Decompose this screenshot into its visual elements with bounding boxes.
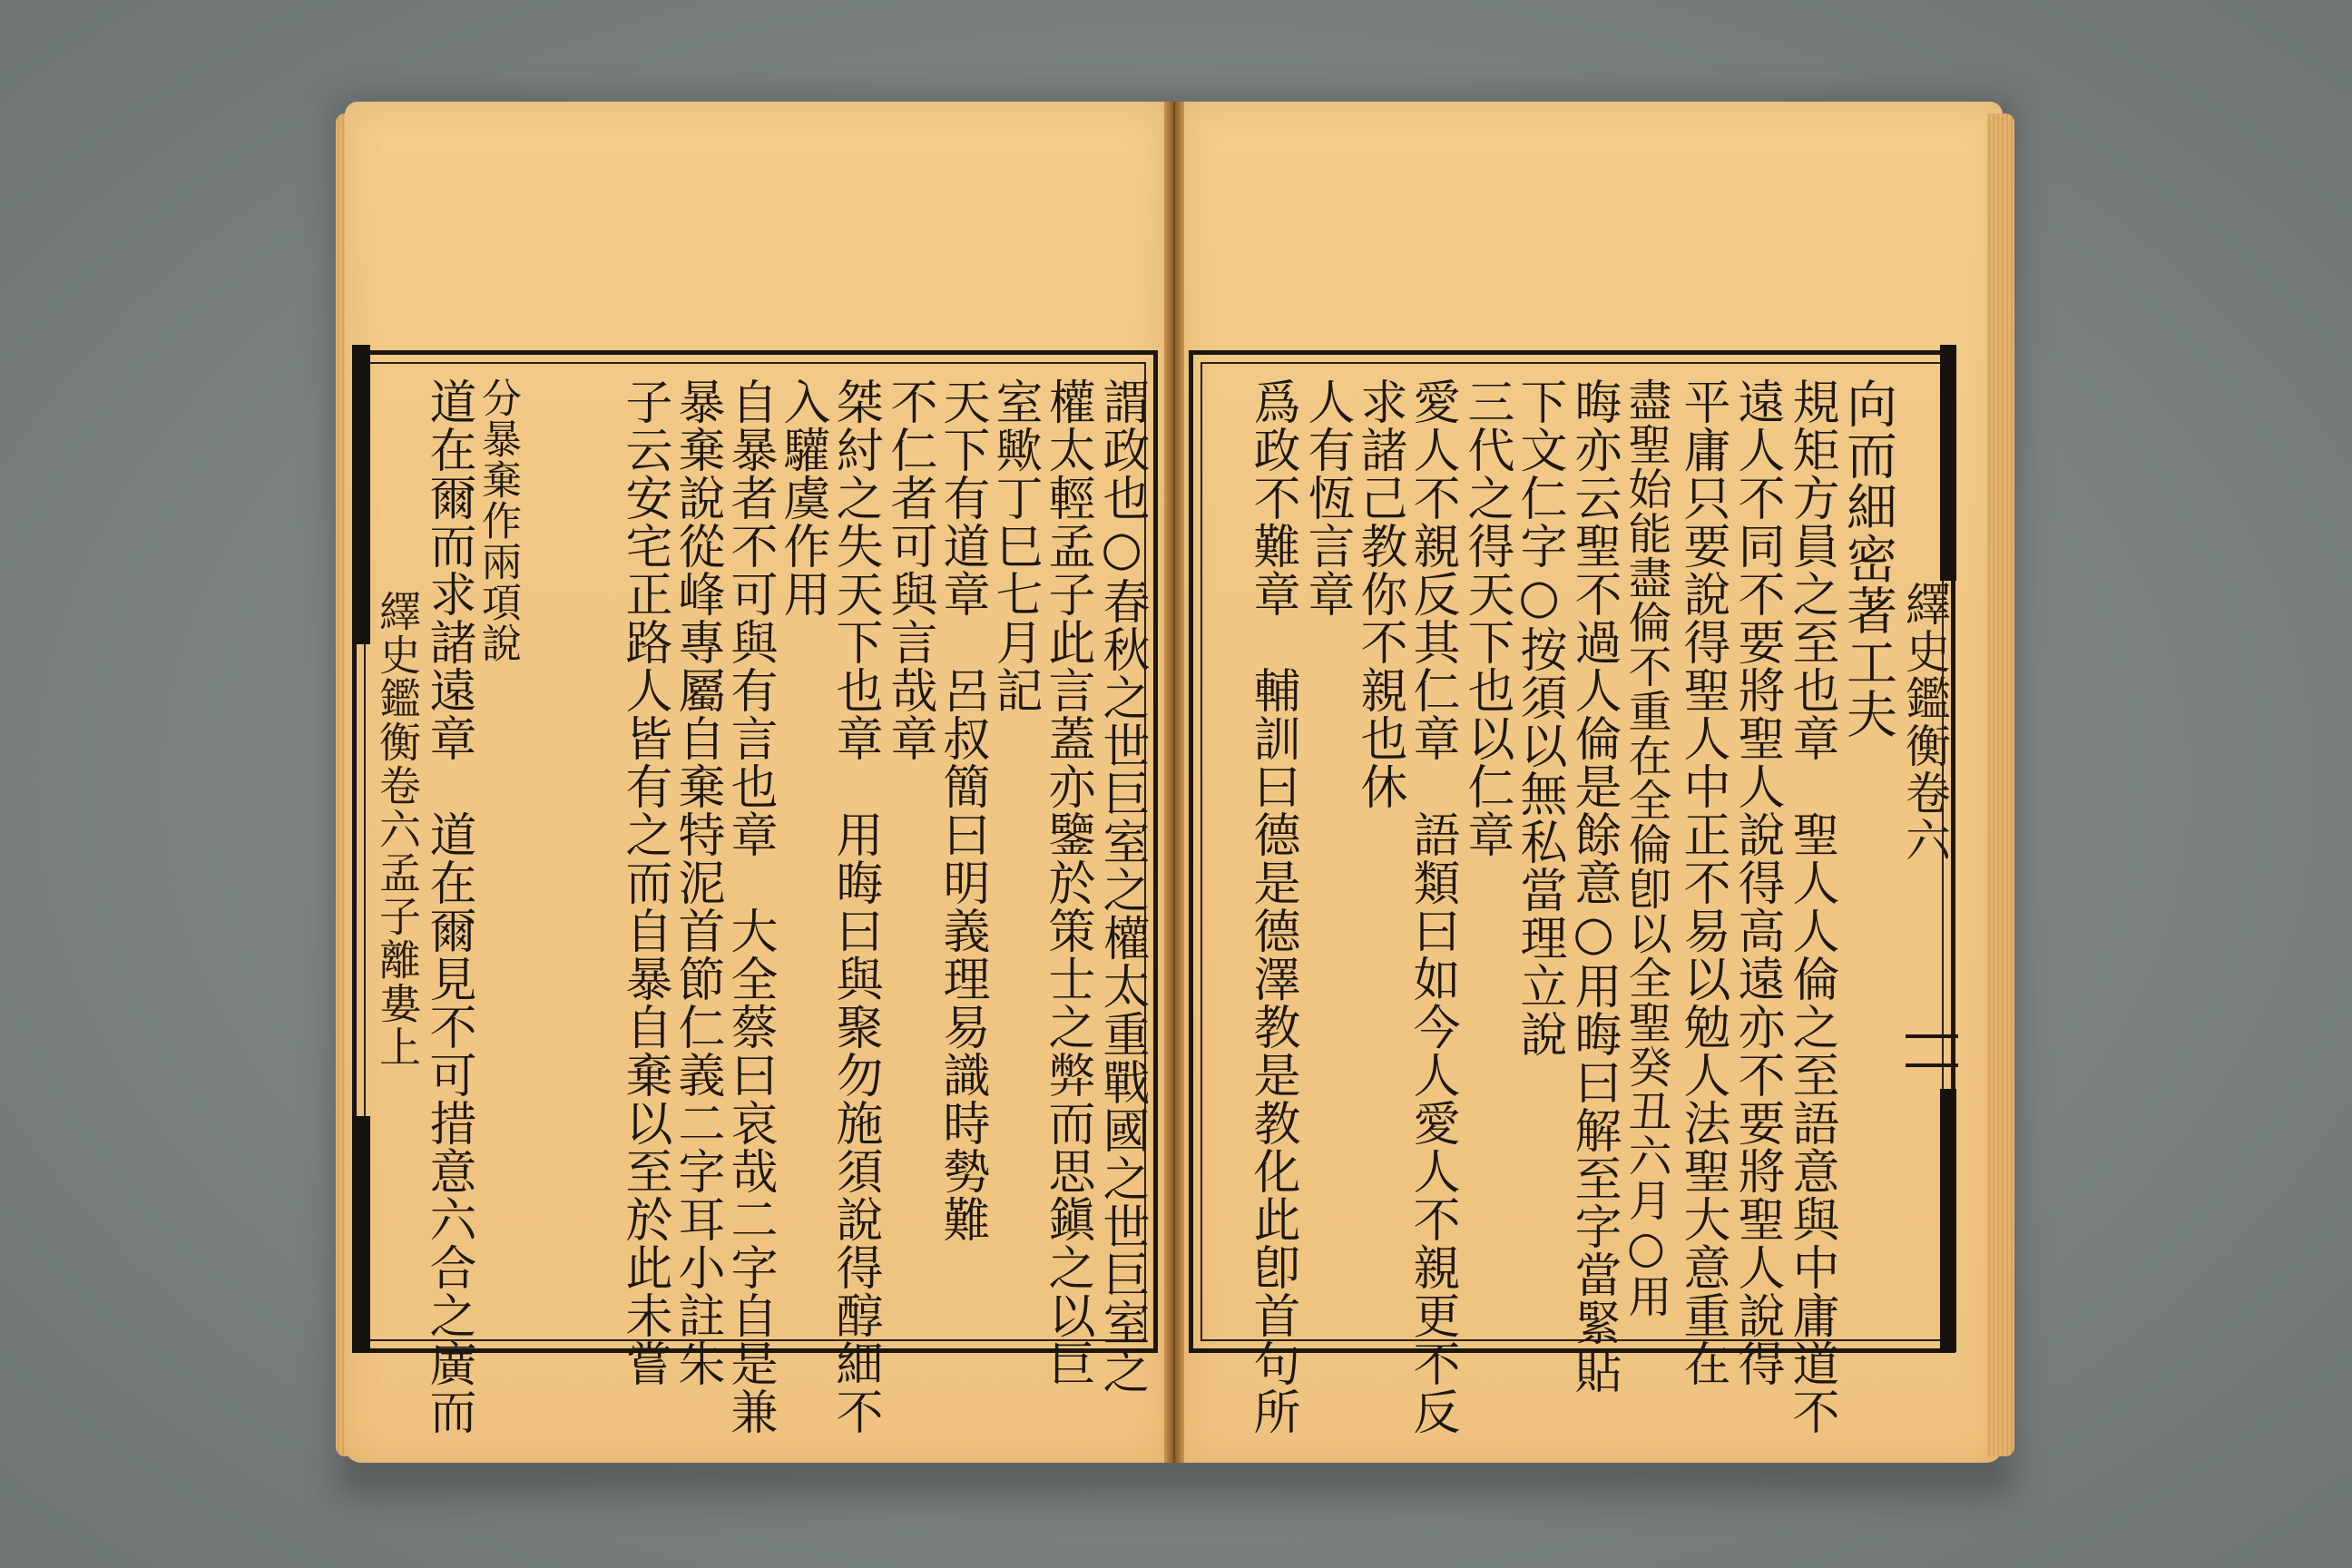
left-ink-bleed-bottom — [352, 1116, 370, 1352]
right-col-7: 下文仁字○按須以無私當理立說 — [1512, 377, 1566, 1058]
left-col-1: 謂政也○春秋之世巨室之權太重戰國之世巨室之 — [1094, 377, 1149, 1395]
right-col-10: 求諸己教你不親也休 — [1352, 377, 1406, 810]
left-col-5: 不仁者可與言哉章 — [882, 377, 936, 762]
right-fold-mark — [1906, 1034, 1958, 1067]
right-col-6: 晦亦云聖不過人倫是餘意○用晦曰解至字當緊貼 — [1566, 377, 1621, 1395]
left-col-10: 子云安宅正路人皆有之而自暴自棄以至於此未嘗 — [617, 377, 671, 1387]
right-col-2: 規矩方員之至也章 聖人人倫之至語意與中庸道不 — [1784, 377, 1838, 1436]
left-col-12: 道在爾而求諸遠章 道在爾見不可措意六合之廣而 — [421, 377, 475, 1436]
book-gutter — [1164, 102, 1184, 1463]
right-ink-bleed-top — [1940, 345, 1956, 581]
left-col-8: 自暴者不可與有言也章 大全蔡曰哀哉二字自是兼 — [722, 377, 777, 1436]
right-col-12: 爲政不難章 輔訓曰德是德澤教是教化此卽首句所 — [1245, 377, 1299, 1436]
right-col-1: 向而細密著工夫 — [1838, 377, 1897, 740]
left-col-11: 分暴棄作兩項說 — [475, 377, 521, 663]
right-page-edges — [1987, 113, 2014, 1456]
right-col-4: 平庸只要說得聖人中正不易以勉人法聖大意重在 — [1675, 377, 1730, 1387]
right-col-9: 愛人不親反其仁章 語類曰如今人愛人不親更不反 — [1405, 377, 1459, 1436]
left-col-4: 天下有道章 呂叔簡曰明義理易識時勢難 — [935, 377, 989, 1243]
left-col-3: 室歟丁巳七月記 — [987, 377, 1042, 714]
right-margin-title: 繹史鑑衡卷六 — [1898, 581, 1951, 864]
left-col-9: 暴棄說從峰專屬自棄特泥首節仁義二字耳小註朱 — [670, 377, 724, 1387]
right-col-3: 遠人不同不要將聖人說得高遠亦不要將聖人說得 — [1730, 377, 1784, 1387]
left-col-6: 桀紂之失天下也章 用晦曰與聚勿施須說得醇細不 — [828, 377, 882, 1436]
left-col-2: 權太輕孟子此言蓋亦鑒於策士之弊而思鎭之以巨 — [1040, 377, 1094, 1387]
right-ink-bleed-bottom — [1940, 1089, 1956, 1352]
right-col-5: 盡聖始能盡倫不重在全倫卽以全聖癸丑六月○用 — [1621, 377, 1671, 1318]
right-col-8: 三代之得天下也以仁章 — [1459, 377, 1514, 858]
left-col-7: 入驩虞作用 — [775, 377, 829, 618]
left-margin-title: 繹史鑑衡卷六孟子離婁上 — [373, 590, 422, 1069]
right-col-11: 人有恆言章 — [1299, 377, 1354, 618]
